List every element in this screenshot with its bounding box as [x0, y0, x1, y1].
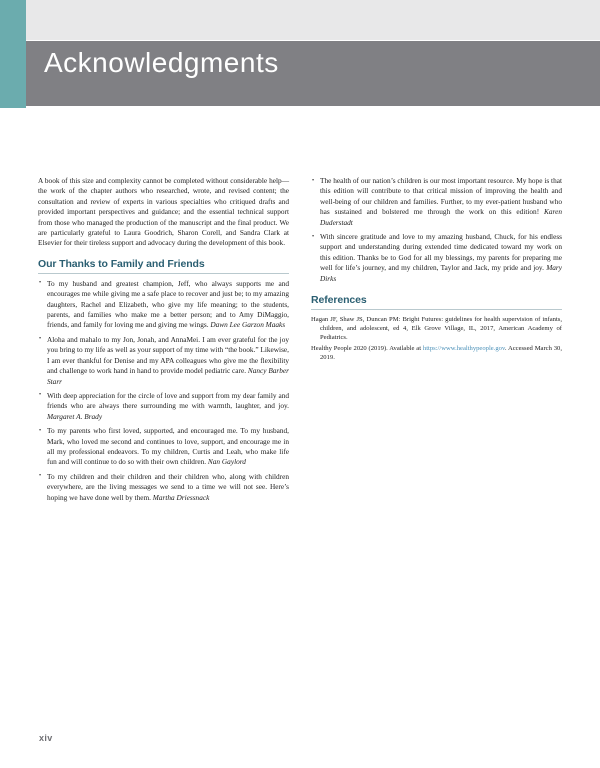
page-title: Acknowledgments [44, 47, 279, 78]
reference-entry [311, 344, 562, 362]
reference-url-link[interactable]: https://www.healthypeople.gov [422, 344, 505, 352]
reference-entry [311, 315, 562, 343]
ack-signature: Mary Dirks [320, 263, 562, 283]
top-strip [26, 0, 600, 40]
ack-text: Aloha and mahalo to my Jon, Jonah, and AnnaMei. I am ever grateful for the joy you bring to my life as well as your support of my time with “the book.” Likewise, I am ever thankful for Denise and my APA colleagues who give me the flexibility and challenge to work hand in hand to provide model pediatric care. [47, 334, 289, 376]
list-item [38, 426, 289, 468]
page-number: xiv [39, 733, 53, 743]
section-heading-references: References [311, 294, 562, 310]
ack-text: With sincere gratitude and love to my amazing husband, Chuck, for his endless support and understanding during extended time dedicated toward my work on this edition. Thanks be to God for all my blessings, my parents for preparing me well for life’s journey, and my children, Taylor and Jack, my pride and joy. [320, 232, 562, 273]
list-item [311, 176, 562, 228]
list-item [38, 391, 289, 422]
ack-text: With deep appreciation for the circle of love and support from my dear family and friends who are always there surrounding me with warmth, laughter, and joy. [47, 390, 289, 411]
list-item [38, 279, 289, 331]
ack-text: To my husband and greatest champion, Jeff, who always supports me and encourages me while giving me a safe place to recover and just be; to my amazing daughters, Rachel and Elizabeth, who give my life meaning; to the students, parents, and families who make me a better person; and to Amy DiMaggio, friends, and family for loving me and giving me wings. [47, 278, 289, 330]
ack-signature: Karen Duderstadt [320, 207, 562, 227]
list-item [311, 232, 562, 284]
ack-signature: Dawn Lee Garzon Maaks [210, 320, 286, 330]
ack-text: To my parents who first loved, supported, and encouraged me. To my husband, Mark, who loved me second and continues to love, support, and encourage me in all my professional endeavors. To my children, Curtis and Leah, who make life fun and will continue to do so with their own children. [47, 426, 289, 467]
ack-text: To my children and their children and their children who, along with children everywhere, are the living messages we send to a time we will not see. Here’s hoping we have done well by them. [47, 471, 289, 502]
two-column-body [38, 176, 562, 506]
reference-text: Hagan JF, Shaw JS, Duncan PM: Bright Futures: guidelines for health supervision of infants, children, and adolescent, ed 4, Elk Grove Village, IL, 2017, American Academy of Pediatrics. [311, 316, 562, 342]
reference-text: Healthy People 2020 (2019). Available at [311, 344, 423, 352]
ack-signature: Martha Driessnack [152, 492, 210, 502]
ack-signature: Margaret A. Brady [47, 411, 103, 421]
ack-signature: Nancy Barber Starr [47, 366, 290, 386]
reference-text-tail: . Accessed March 30, 2019. [320, 344, 562, 361]
accent-teal-bar [0, 0, 26, 108]
ack-text: The health of our nation’s children is our most important resource. My hope is that this edition will contribute to that critical mission of improving the health and well-being of our children and families. Further, to my ever-patient husband who has sustained and bolstered me through the work on this edition! [320, 176, 562, 217]
section-heading-thanks: Our Thanks to Family and Friends [38, 258, 289, 274]
list-item [38, 472, 289, 503]
list-item [38, 335, 289, 387]
ack-signature: Nan Gaylord [207, 457, 246, 467]
intro-paragraph: A book of this size and complexity cannot be completed without considerable help—the work of the chapter authors who researched, wrote, and revised content; the consultation and review of experts in various specialties who critiqued drafts and provided important perspectives and guidance; and the essential technical support from those who managed the production of the manuscript and the final product. We are particularly grateful to Laura Goodrich, Sharon Corell, and Sandra Clark at Elsevier for their tireless support and advocacy during the development of this book. [38, 176, 289, 248]
